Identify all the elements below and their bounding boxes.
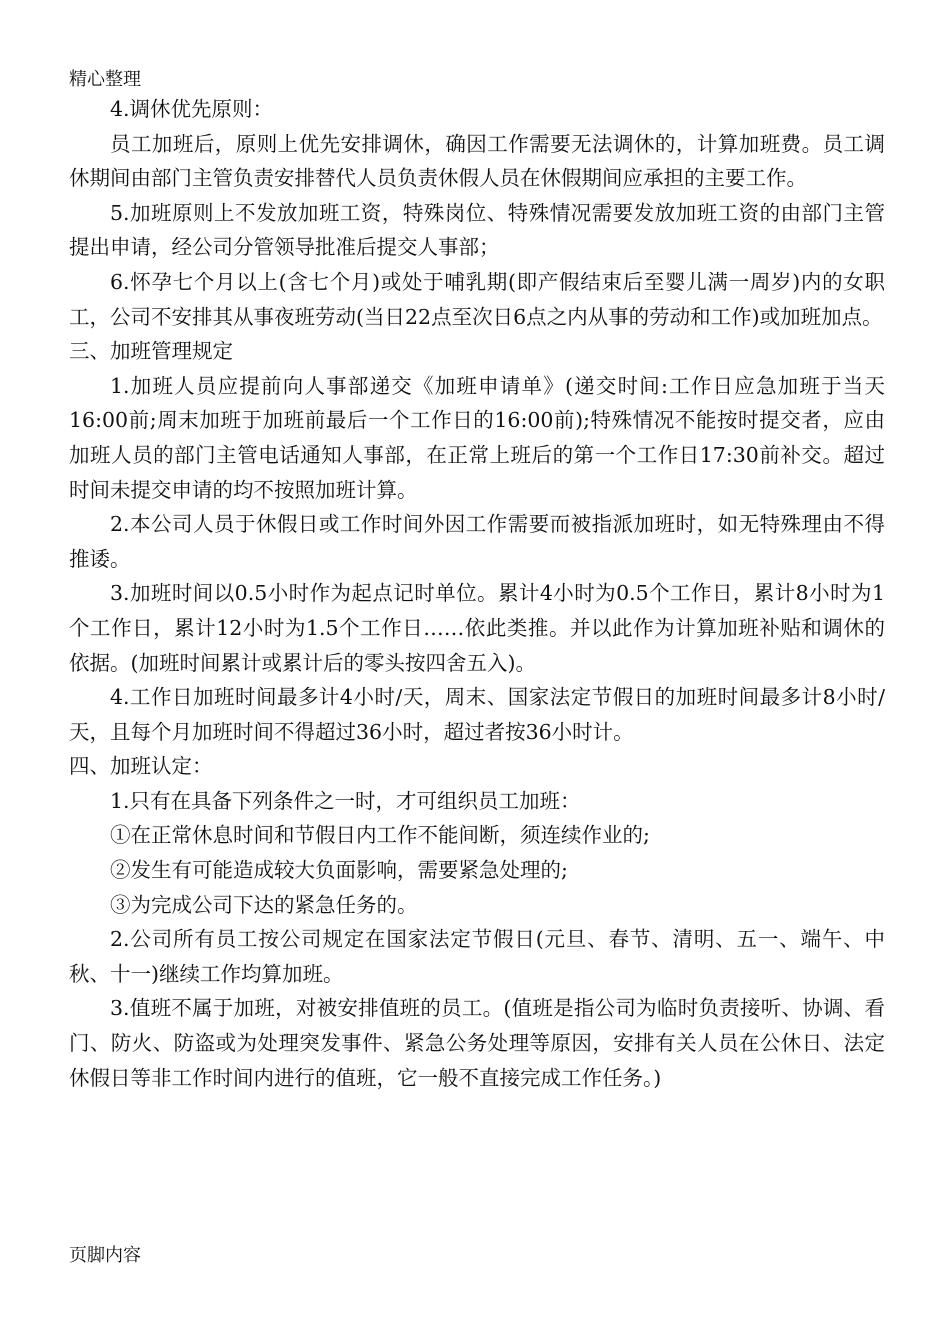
list-item-condition-2: ②发生有可能造成较大负面影响，需要紧急处理的; bbox=[110, 858, 568, 883]
paragraph-management-4: 4.工作日加班时间最多计4小时/天，周末、国家法定节假日的加班时间最多计8小时/天，且每个月加班时间不得超过36小时，超过者按36小时计。 bbox=[69, 685, 885, 744]
paragraph-rule-4-title: 4.调休优先原则： bbox=[110, 97, 274, 121]
section-heading-recognition: 四、加班认定： bbox=[69, 754, 213, 779]
paragraph-management-3: 3.加班时间以0.5小时作为起点记时单位。累计4小时为0.5个工作日，累计8小时为1个工作日，累计12小时为1.5个工作日……依此类推。并以此作为计算加班补贴和调休的依据。(加班时间累计或累计后的零头按四舍五入)。 bbox=[69, 581, 885, 675]
list-item-condition-1: ①在正常休息时间和节假日内工作不能间断，须连续作业的; bbox=[110, 823, 650, 848]
page-header: 精心整理 bbox=[69, 69, 141, 90]
paragraph-rule-5: 5.加班原则上不发放加班工资，特殊岗位、特殊情况需要发放加班工资的由部门主管提出申请，经公司分管领导批准后提交人事部； bbox=[69, 200, 885, 260]
paragraph-recognition-3: 3.值班不属于加班，对被安排值班的员工。(值班是指公司为临时负责接听、协调、看门、防火、防盗或为处理突发事件、紧急公务处理等原因，安排有关人员在公休日、法定休假日等非工作时间内进行的值班，它一般不直接完成工作任务。) bbox=[69, 996, 885, 1090]
document-body bbox=[69, 92, 885, 1095]
paragraph-recognition-2: 2.公司所有员工按公司规定在国家法定节假日(元旦、春节、清明、五一、端午、中秋、十一)继续工作均算加班。 bbox=[69, 927, 885, 986]
page-footer: 页脚内容 bbox=[69, 1245, 141, 1266]
list-item-condition-3: ③为完成公司下达的紧急任务的。 bbox=[110, 892, 418, 917]
paragraph-management-1: 1.加班人员应提前向人事部递交《加班申请单》(递交时间:工作日应急加班于当天16:00前;周末加班于加班前最后一个工作日的16:00前);特殊情况不能按时提交者，应由加班人员的部门主管电话通知人事部，在正常上班后的第一个工作日17:30前补交。超过时间未提交申请的均不按照加班计算。 bbox=[69, 373, 885, 502]
section-heading-management: 三、加班管理规定 bbox=[69, 339, 233, 364]
paragraph-management-2: 2.本公司人员于休假日或工作时间外因工作需要而被指派加班时，如无特殊理由不得推诿。 bbox=[69, 512, 885, 571]
paragraph-recognition-1: 1.只有在具备下列条件之一时，才可组织员工加班： bbox=[110, 788, 581, 813]
paragraph-rule-4-body: 员工加班后，原则上优先安排调休，确因工作需要无法调休的，计算加班费。员工调休期间由部门主管负责安排替代人员负责休假人员在休假期间应承担的主要工作。 bbox=[69, 131, 885, 191]
paragraph-rule-6: 6.怀孕七个月以上(含七个月)或处于哺乳期(即产假结束后至婴儿满一周岁)内的女职工，公司不安排其从事夜班劳动(当日22点至次日6点之内从事的劳动和工作)或加班加点。 bbox=[69, 269, 885, 329]
